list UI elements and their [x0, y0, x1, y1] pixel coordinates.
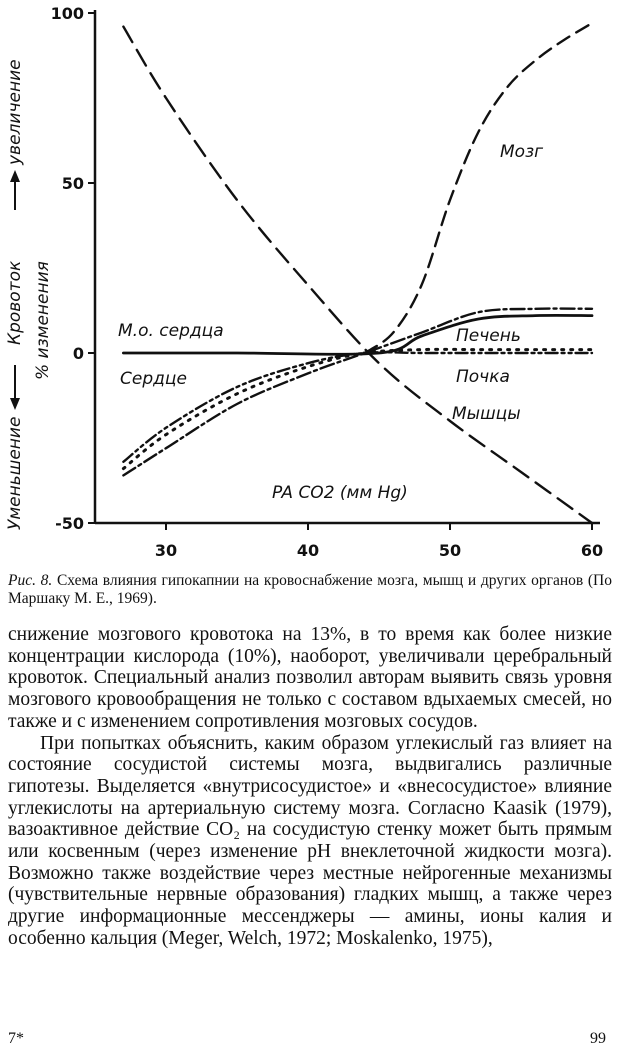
series-pochka [123, 349, 592, 468]
label-mozg: Мозг [500, 142, 544, 162]
body-text [8, 624, 612, 950]
signature-mark: 7* [8, 1030, 24, 1047]
y-label-increase: увеличение [5, 59, 25, 165]
y-tick-label: -50 [55, 514, 84, 533]
label-myshcy: Мышцы [452, 404, 521, 424]
y-label-decrease: Уменьшение [5, 416, 25, 530]
label-serdce: Сердце [120, 369, 187, 389]
page-number: 99 [590, 1030, 606, 1047]
figure-caption [8, 572, 612, 608]
y-tick-label: 50 [61, 174, 84, 193]
arrow-up-head [10, 170, 20, 182]
y-tick-label: 0 [72, 344, 84, 363]
label-pochka: Почка [456, 367, 510, 387]
x-axis-label: PA CO2 (мм Hg) [272, 483, 408, 503]
paragraph-2: При попытках объяснить, каким образом углекислый газ влияет на состояние сосудистой системы мозга, выдвигались различные гипотезы. Выделяется «внутрисосудистое» и «внесосудистое» влияние углекислоты на артериальную систему мозга. Согласно Kaasik (1979), вазоактивное действие CO₂ на сосудистую стенку может быть прямым или косвенным (через изменение pH внеклеточной жидкости мозга). Возможно также воздействие через местные нейрогенные механизмы (чувствительные нервные образования) гладких мышц, а также через другие информационные мессенджеры — амины, ионы калия и особенно кальция (Meger, Welch, 1972; Moskalenko, 1975), [8, 732, 612, 949]
y-label-percent: % изменения [33, 261, 53, 380]
y-tick-label: 100 [50, 4, 84, 23]
arrow-down-head [10, 398, 20, 410]
label-pechen: Печень [456, 326, 521, 346]
x-tick-label: 40 [296, 541, 320, 560]
series-serdce [123, 352, 592, 462]
figure-caption-text: Схема влияния гипокапнии на кровоснабжение мозга, мышц и других органов (По Маршаку М. Е., 1969). [8, 572, 612, 607]
label-mo-serdca: М.о. сердца [118, 321, 224, 341]
figure-ref: Рис. 8. [8, 572, 53, 589]
x-tick-label: 30 [154, 541, 178, 560]
series-myshcy [123, 27, 592, 523]
x-tick-label: 50 [438, 541, 462, 560]
paragraph-1: снижение мозгового кровотока на 13%, в то время как более низкие концентрации кислорода (10%), наоборот, увеличивали церебральный кровоток. Специальный анализ позволил авторам выявить связь уровня мозгового кровообращения не только с составом вдыхаемых смесей, но также и с изменением сопротивления мозговых сосудов. [8, 624, 612, 732]
series-mozg [365, 23, 592, 353]
x-tick-label: 60 [580, 541, 604, 560]
y-label-bloodflow: Кровоток [5, 260, 25, 345]
